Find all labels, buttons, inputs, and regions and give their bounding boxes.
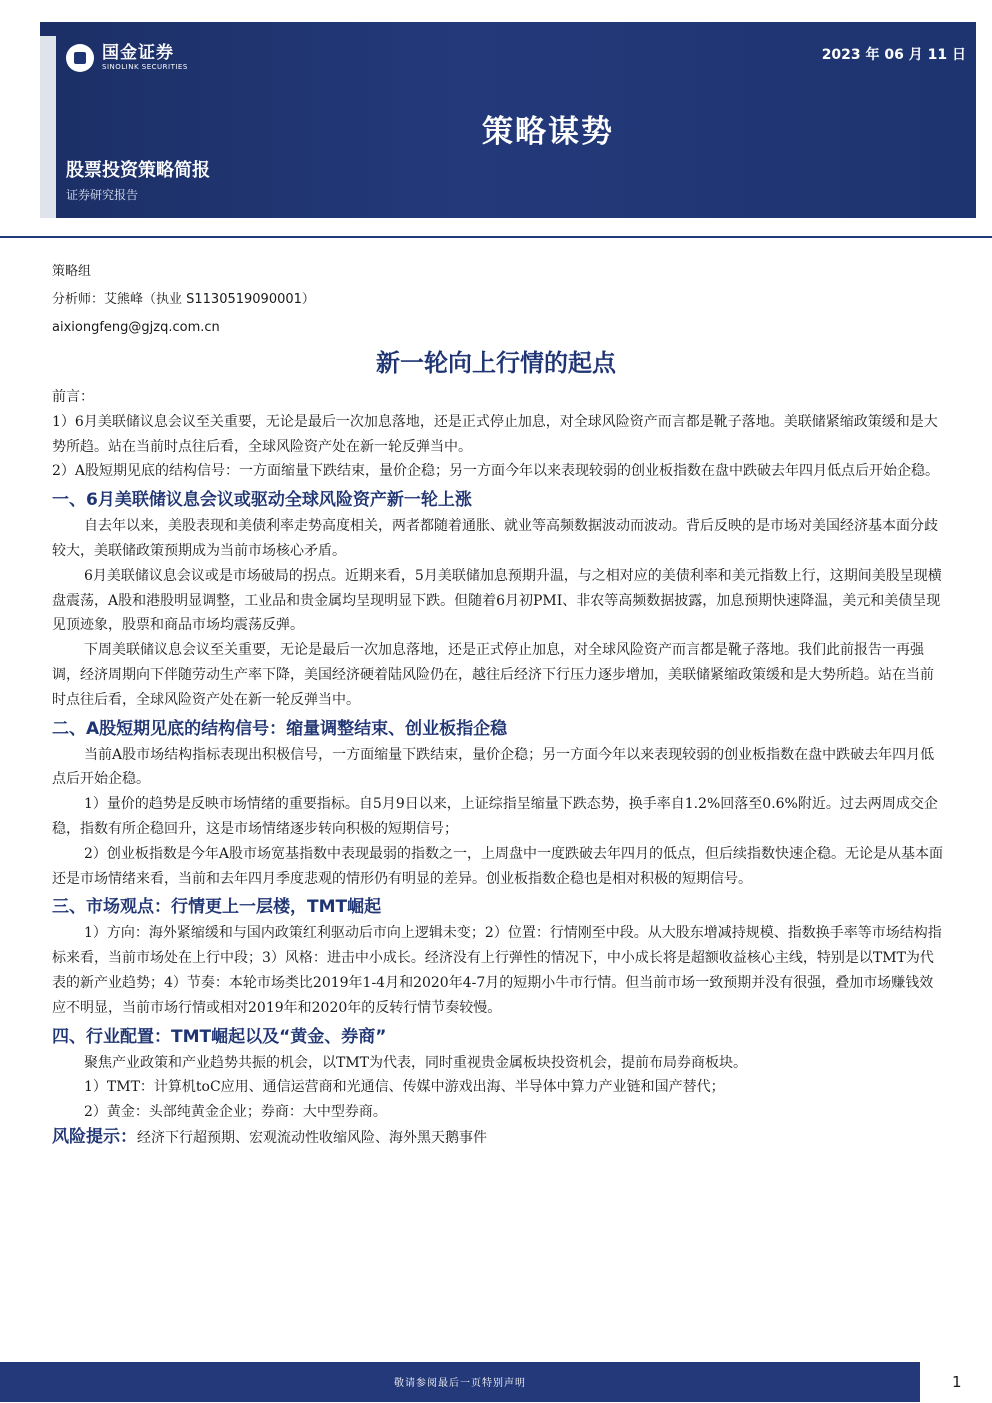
report-date: 2023 年 06 月 11 日 xyxy=(821,47,966,63)
section-4-paragraph: 聚焦产业政策和产业趋势共振的机会，以TMT为代表，同时重视贵金属板块投资机会，提前布局券商板块。 xyxy=(84,1054,748,1071)
section-1-paragraph: 6月美联储议息会议或是市场破局的拐点。近期来看，5月美联储加息预期升温，与之相对应的美债利率和美元指数上行，这期间美股呈现横盘震荡，A股和港股明显调整，工业品和贵金属均呈现明显下跌。但随着6月初PMI、非农等高频数据披露，加息预期快速降温，美元和美债呈现见顶迹象，股票和商品市场均震荡反弹。 xyxy=(52,567,942,634)
preface-label: 前言： xyxy=(52,389,94,405)
header-divider xyxy=(0,236,992,238)
report-category: 策略谋势 xyxy=(482,114,614,150)
preface-point-2: 2）A股短期见底的结构信号：一方面缩量下跌结束，量价企稳；另一方面今年以来表现较弱的创业板指数在盘中跌破去年四月低点后开始企稳。 xyxy=(52,463,940,480)
risk-label: 风险提示： xyxy=(52,1126,137,1147)
section-heading-2: 二、A股短期见底的结构信号：缩量调整结束、创业板指企稳 xyxy=(52,718,508,739)
section-2-paragraph: 1）量价的趋势是反映市场情绪的重要指标。自5月9日以来，上证综指呈缩量下跌态势，换手率自1.2%回落至0.6%附近。过去两周成交企稳，指数有所企稳回升，这是市场情绪逐步转向积极的短期信号； xyxy=(52,796,938,837)
document-title: 新一轮向上行情的起点 xyxy=(376,349,616,377)
section-4-paragraph: 1）TMT：计算机toC应用、通信运营商和光通信、传媒中游戏出海、半导体中算力产业链和国产替代； xyxy=(84,1079,725,1096)
company-logo xyxy=(66,44,188,72)
preface-point-1: 1）6月美联储议息会议至关重要，无论是最后一次加息落地，还是正式停止加息，对全球风险资产而言都是靴子落地。美联储紧缩政策缓和是大势所趋。站在当前时点往后看，全球风险资产处在新一轮反弹当中。 xyxy=(52,413,938,455)
team-name: 策略组 xyxy=(52,264,92,279)
header-left-strip xyxy=(40,36,56,218)
footer-disclaimer[interactable]: 敬请参阅最后一页特别声明 xyxy=(394,1378,526,1389)
risk-warning xyxy=(52,1125,944,1151)
section-heading-1: 一、6月美联储议息会议或驱动全球风险资产新一轮上涨 xyxy=(52,490,472,511)
risk-text: 经济下行超预期、宏观流动性收缩风险、海外黑天鹅事件 xyxy=(137,1129,487,1146)
section-3-paragraph: 1）方向：海外紧缩缓和与国内政策红利驱动后市向上逻辑未变；2）位置：行情刚至中段。从大股东增减持规模、指数换手率等市场结构指标来看，当前市场处在上行中段；3）风格：进击中小成长。经济没有上行弹性的情况下，中小成长将是超额收益核心主线，特别是以TMT为代表的新产业趋势；4）节奏：本轮市场类比2019年1-4月和2020年4-7月的短期小牛市行情。但当前市场一致预期并没有很强，叠加市场赚钱效应不明显，当前市场行情或相对2019年和2020年的反转行情节奏较慢。 xyxy=(52,925,942,1016)
report-name: 股票投资策略简报 xyxy=(66,160,210,181)
logo-name-cn: 国金证券 xyxy=(102,43,174,63)
section-4-paragraph: 2）黄金：头部纯黄金企业；券商：大中型券商。 xyxy=(84,1104,387,1121)
section-2-paragraph: 当前A股市场结构指标表现出积极信号，一方面缩量下跌结束，量价企稳；另一方面今年以来表现较弱的创业板指数在盘中跌破去年四月低点后开始企稳。 xyxy=(52,746,935,788)
section-1-paragraph: 自去年以来，美股表现和美债利率走势高度相关，两者都随着通胀、就业等高频数据波动而波动。背后反映的是市场对美国经济基本面分歧较大，美联储政策预期成为当前市场核心矛盾。 xyxy=(52,518,938,559)
logo-icon xyxy=(66,44,94,72)
section-1-paragraph: 下周美联储议息会议至关重要，无论是最后一次加息落地，还是正式停止加息，对全球风险资产而言都是靴子落地。我们此前报告一再强调，经济周期向下伴随劳动生产率下降，美国经济硬着陆风险仍在，越往后经济下行压力逐步增加，美联储紧缩政策缓和是大势所趋。站在当前时点往后看，全球风险资产处在新一轮反弹当中。 xyxy=(52,642,934,708)
section-heading-4: 四、行业配置：TMT崛起以及“黄金、券商” xyxy=(52,1026,387,1047)
analyst-name: 分析师：艾熊峰（执业 S1130519090001） xyxy=(52,292,315,307)
section-heading-3: 三、市场观点：行情更上一层楼，TMT崛起 xyxy=(52,897,382,918)
page-number: 1 xyxy=(952,1373,962,1391)
report-type: 证券研究报告 xyxy=(66,188,139,202)
report-body xyxy=(52,385,944,1151)
section-2-paragraph: 2）创业板指数是今年A股市场宽基指数中表现最弱的指数之一，上周盘中一度跌破去年四月的低点，但后续指数快速企稳。无论是从基本面还是市场情绪来看，当前和去年四月季度悲观的情形仍有明显的差异。创业板指数企稳也是相对积极的短期信号。 xyxy=(52,845,944,887)
logo-name-en: SINOLINK SECURITIES xyxy=(102,63,188,71)
analyst-email[interactable]: aixiongfeng@gjzq.com.cn xyxy=(52,320,220,335)
author-block xyxy=(52,258,315,342)
